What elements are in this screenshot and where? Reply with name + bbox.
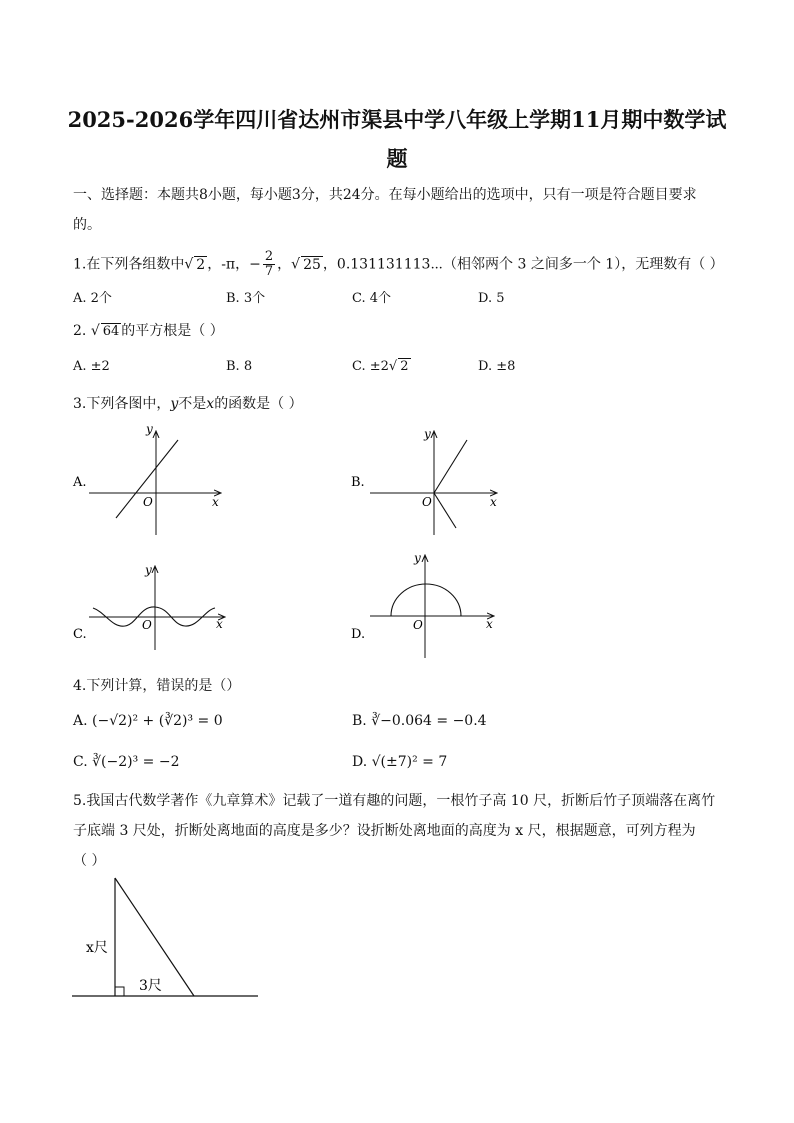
label-x-chi: x尺 xyxy=(86,940,108,956)
q4-option-d xyxy=(352,751,447,773)
graph-a-x-label: x xyxy=(212,495,219,509)
graph-b-y-label: y xyxy=(424,427,431,441)
bamboo-figure xyxy=(72,878,258,996)
page-title-line1: 2025-2026学年四川省达州市渠县中学八年级上学期11月期中数学试 xyxy=(67,107,727,132)
q2-option-c-prefix: C. ±2 xyxy=(352,359,389,374)
q4-option-d-expr: √(±7)² = 7 xyxy=(371,754,448,770)
graph-a-y-label: y xyxy=(146,422,153,436)
q1-sqrt2: 2 xyxy=(196,256,206,273)
q1-frac-den: 7 xyxy=(264,264,274,279)
q3-label-a: A. xyxy=(73,475,87,490)
q3-label-b: B. xyxy=(351,475,365,490)
graph-c-origin: O xyxy=(142,618,152,632)
q4-option-c-expr: ∛(−2)³ = −2 xyxy=(92,754,180,770)
q1-option-a: A. 2个 xyxy=(73,291,112,306)
q3-suffix: 的函数是（ ） xyxy=(214,396,303,412)
q4-option-a-expr: (−√2)² + (∛2)³ = 0 xyxy=(92,713,223,729)
q3-x: x xyxy=(206,396,215,412)
q1-sep2: ， xyxy=(277,256,292,273)
graph-d-semicircle xyxy=(391,584,461,616)
graph-c xyxy=(89,563,225,650)
q1-suffix: ，0.131131113⋯（相邻两个 3 之间多一个 1），无理数有（ ） xyxy=(322,256,724,273)
q3-prefix: 3.下列各图中， xyxy=(73,396,171,412)
q4-option-b-expr: ∛−0.064 = −0.4 xyxy=(371,713,487,729)
label-3-chi: 3尺 xyxy=(139,978,162,994)
sqrt-sign: √ xyxy=(184,256,194,273)
graph-d xyxy=(370,551,494,658)
q4-option-b xyxy=(352,710,487,732)
q4-option-b-label: B. xyxy=(352,713,367,729)
q2-option-a: A. ±2 xyxy=(73,359,110,374)
graph-b xyxy=(370,427,497,535)
sqrt-sign: √ xyxy=(291,256,301,273)
q2-option-b: B. 8 xyxy=(226,359,253,374)
graph-a-origin: O xyxy=(143,495,153,509)
page-title-line2: 题 xyxy=(386,146,408,171)
sqrt-sign: √ xyxy=(388,359,398,374)
q1-sqrt25: 25 xyxy=(303,256,321,273)
q2-option-c-sqrt: 2 xyxy=(400,359,409,374)
q1-sep1: ，-π，− xyxy=(207,256,261,273)
q3-label-c: C. xyxy=(73,627,87,642)
graph-d-origin: O xyxy=(413,618,423,632)
q1-prefix: 1.在下列各组数中 xyxy=(73,256,185,273)
q2-suffix: 的平方根是（ ） xyxy=(121,323,224,339)
section-heading-line2: 的。 xyxy=(73,217,101,233)
q3-y: y xyxy=(170,396,179,412)
graph-a xyxy=(89,422,221,535)
q4-option-a xyxy=(73,710,223,732)
graph-b-x-label: x xyxy=(490,495,497,509)
graph-b-upper-branch xyxy=(434,440,467,493)
graph-b-lower-branch xyxy=(434,493,456,528)
q4-option-d-label: D. xyxy=(352,754,368,770)
graph-c-y-label: y xyxy=(145,563,152,577)
q1-option-c: C. 4个 xyxy=(352,291,392,306)
q3-mid: 不是 xyxy=(178,396,207,412)
q4-option-c xyxy=(73,751,180,773)
q4-option-c-label: C. xyxy=(73,754,88,770)
q3-label-d: D. xyxy=(351,627,366,642)
graph-d-y-label: y xyxy=(414,551,421,565)
q2-sqrt64: 64 xyxy=(102,324,120,339)
graph-b-origin: O xyxy=(422,495,432,509)
q1-frac-num: 2 xyxy=(264,249,274,264)
question-4-stem: 4.下列计算，错误的是（） xyxy=(73,678,241,694)
q1-option-d: D. 5 xyxy=(478,291,505,306)
q2-option-d: D. ±8 xyxy=(478,359,516,374)
sqrt-sign: √ xyxy=(90,323,100,339)
q1-option-b: B. 3个 xyxy=(226,291,266,306)
q2-number: 2. xyxy=(73,323,91,339)
graph-c-x-label: x xyxy=(216,617,223,631)
question-5-line3: （ ） xyxy=(73,853,106,869)
right-angle-mark xyxy=(115,987,124,996)
section-heading-line1: 一、选择题：本题共8小题，每小题3分，共24分。在每小题给出的选项中，只有一项是符合题目要求 xyxy=(73,187,697,203)
q4-option-a-label: A. xyxy=(73,713,88,729)
question-5-line1: 5.我国古代数学著作《九章算术》记载了一道有趣的问题，一根竹子高 10 尺，折断后竹子顶端落在离竹 xyxy=(73,793,716,809)
graph-d-x-label: x xyxy=(486,617,493,631)
question-5-line2: 子底端 3 尺处，折断处离地面的高度是多少？设折断处离地面的高度为 x 尺，根据题意，可列方程为 xyxy=(73,823,696,839)
